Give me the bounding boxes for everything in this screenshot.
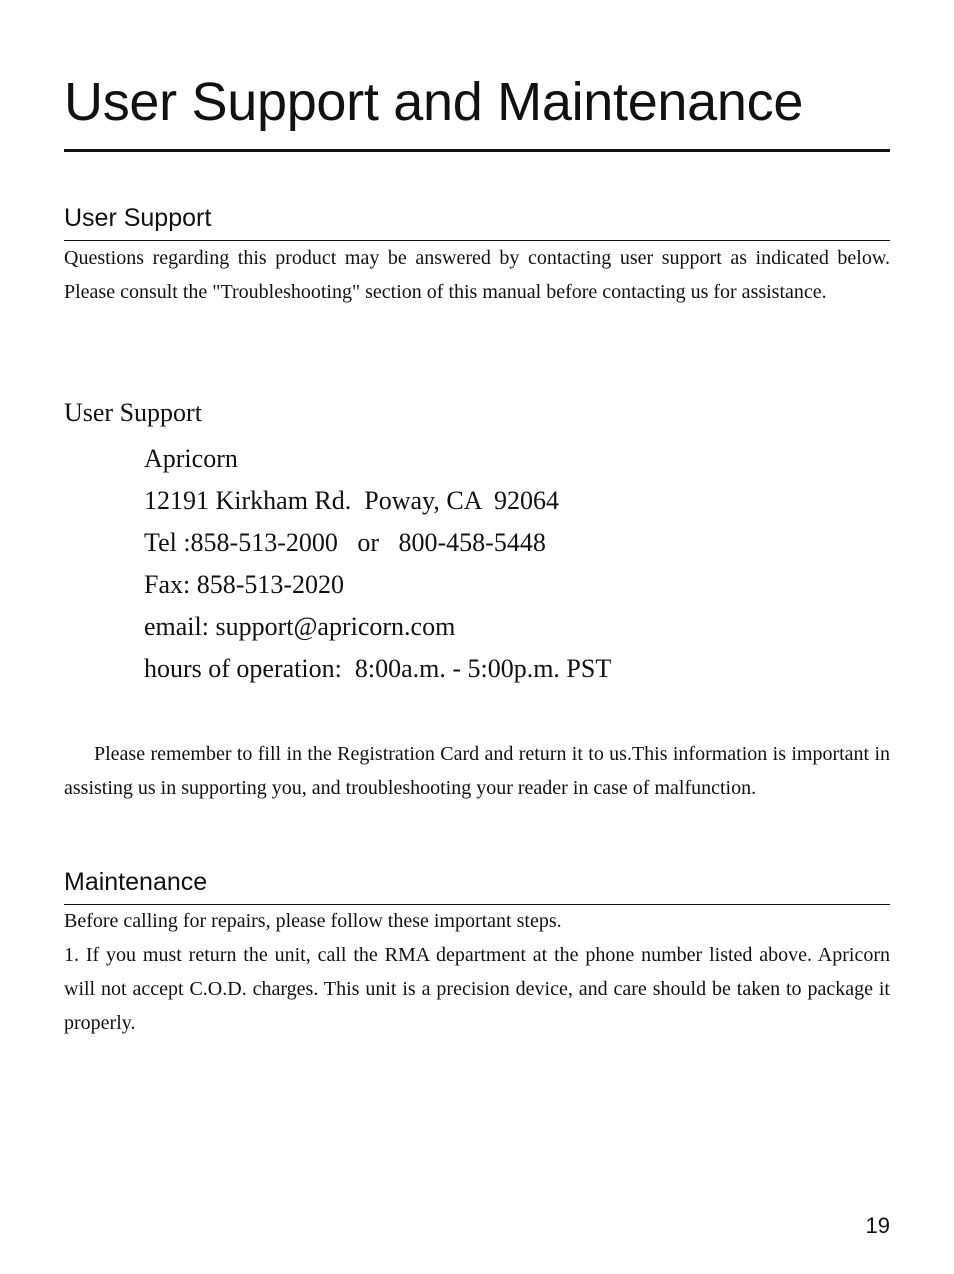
registration-note: Please remember to fill in the Registration Card and return it to us.This information is important in assisting us in supporting you, and troubleshooting your reader in case of malfunction. (64, 743, 890, 799)
contact-heading: User Support (64, 398, 202, 427)
user-support-intro: Questions regarding this product may be answered by contacting user support as indicated below. Please consult the "Troubleshooting" section of this manual before contacting us for assistance. (64, 247, 890, 303)
contact-email: email: support@apricorn.com (144, 612, 456, 641)
maintenance-step-1: 1. If you must return the unit, call the RMA department at the phone number listed above. Apricorn will not accept C.O.D. charges. This unit is a precision device, and care should be taken to package it properly. (64, 944, 890, 1034)
contact-tel: Tel :858-513-2000 or 800-458-5448 (144, 528, 546, 557)
maintenance-intro: Before calling for repairs, please follow these important steps. (64, 910, 562, 932)
contact-hours: hours of operation: 8:00a.m. - 5:00p.m. PST (144, 654, 612, 683)
title-rule (64, 149, 890, 152)
maintenance-heading: Maintenance (64, 868, 208, 896)
contact-block (144, 438, 611, 690)
contact-address: 12191 Kirkham Rd. Poway, CA 92064 (144, 486, 560, 515)
contact-fax: Fax: 858-513-2020 (144, 570, 345, 599)
user-support-heading: User Support (64, 204, 212, 232)
page-title: User Support and Maintenance (64, 72, 804, 132)
page-number: 19 (865, 1213, 890, 1238)
contact-company: Apricorn (144, 444, 238, 473)
